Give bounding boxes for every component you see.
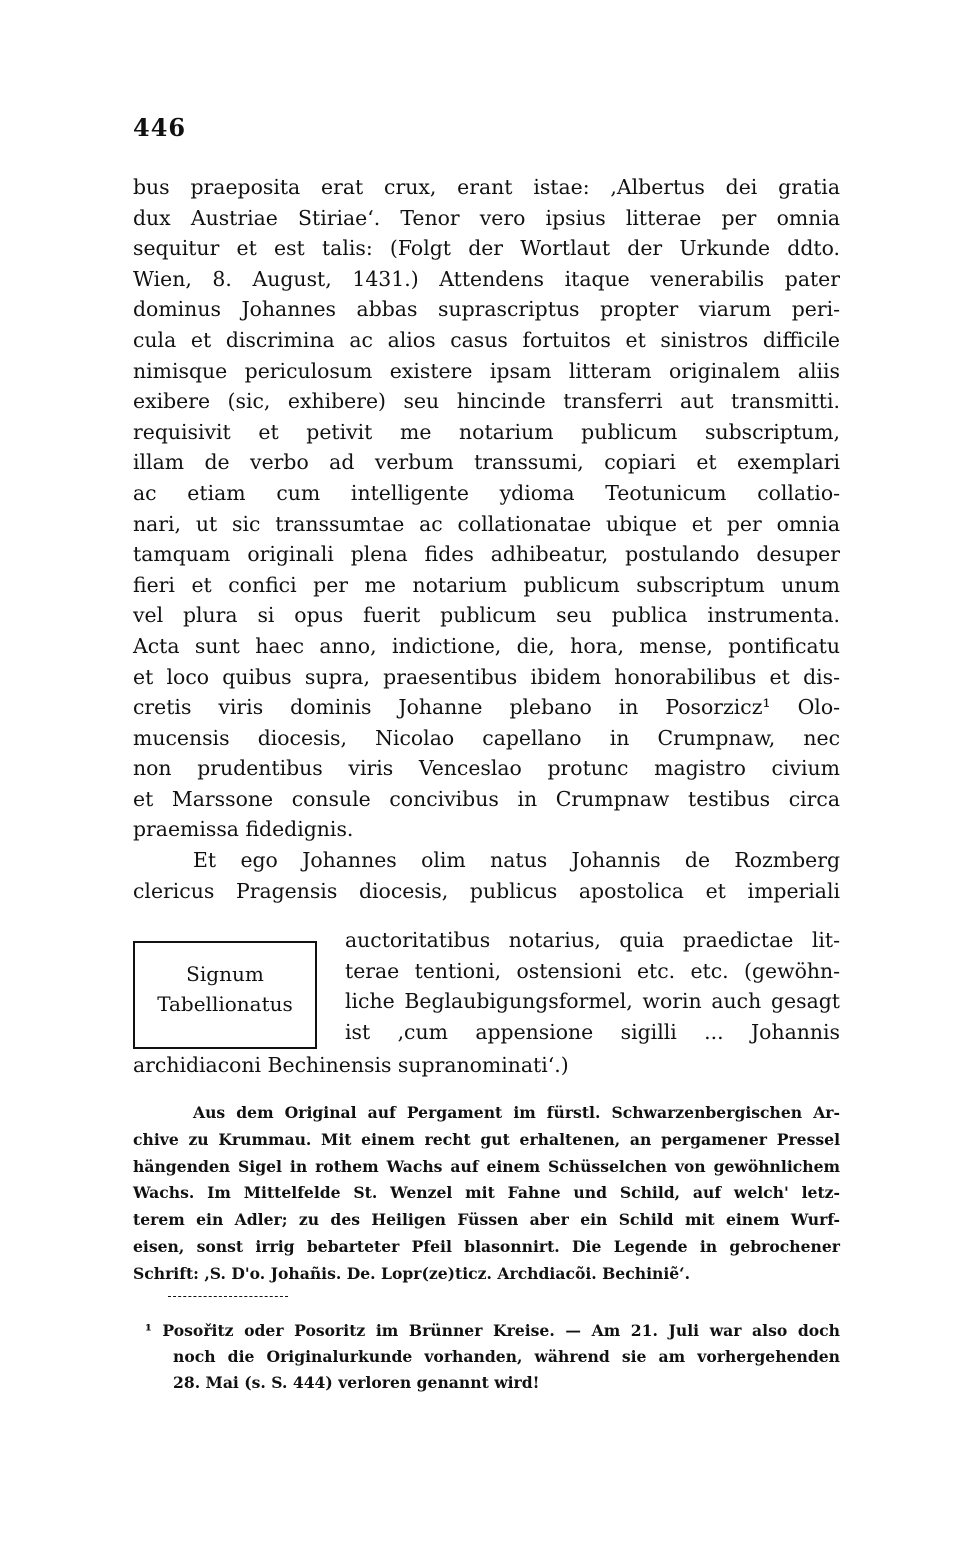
text-line: archidiaconi Bechinensis supranominati‘.) <box>133 1053 569 1077</box>
text-line: exibere (sic, exhibere) seu hincinde transferri aut transmitti. <box>133 389 840 414</box>
text-line: dux Austriae Stiriae‘. Tenor vero ipsius litterae per omnia <box>133 205 840 230</box>
note-line: Wachs. Im Mittelfelde St. Wenzel mit Fahne und Schild, auf welch' letz- <box>133 1183 840 1203</box>
text-line: et Marssone consule concivibus in Crumpnaw testibus circa <box>133 786 840 811</box>
signum-box-top-rule <box>133 941 317 943</box>
text-line: non prudentibus viris Venceslao protunc magistro civium <box>133 756 840 781</box>
signum-label: Signum <box>186 962 264 986</box>
footnote-divider <box>168 1296 288 1299</box>
signum-section <box>133 925 840 1048</box>
text-line: illam de verbo ad verbum transsumi, copiari et exemplari <box>133 450 840 475</box>
text-line: sequitur et est talis: (Folgt der Wortlaut der Urkunde ddto. <box>133 236 840 261</box>
text-line: Acta sunt haec anno, indictione, die, hora, mense, pontificatu <box>133 633 840 658</box>
footnote-line: 28. Mai (s. S. 444) verloren genannt wird! <box>173 1373 540 1392</box>
text-line: Et ego Johannes olim natus Johannis de Rozmberg <box>193 848 840 873</box>
text-line: auctoritatibus notarius, quia praedictae lit- <box>345 928 840 952</box>
note-line: hängenden Sigel in rothem Wachs auf einem Schüsselchen von gewöhnlichem <box>133 1156 840 1176</box>
note-line: eisen, sonst irrig bebarteter Pfeil blasonnirt. Die Legende in gebrochener <box>133 1236 840 1256</box>
text-line: clericus Pragensis diocesis, publicus apostolica et imperiali <box>133 878 840 903</box>
note-line: Schrift: ,S. D'o. Johañis. De. Lopr(ze)ticz. Archdiacõi. Bechiniẽ‘. <box>133 1263 691 1283</box>
text-line: terae tentioni, ostensioni etc. etc. (gewöhn- <box>345 958 840 983</box>
text-line: nari, ut sic transsumtae ac collationatae ubique et per omnia <box>133 511 840 536</box>
text-line: ist ,cum appensione sigilli ... Johannis <box>345 1019 840 1044</box>
note-line: terem ein Adler; zu des Heiligen Füssen aber ein Schild mit einem Wurf- <box>133 1210 840 1230</box>
footnote-line: noch die Originalurkunde vorhanden, während sie am vorhergehenden <box>173 1347 840 1366</box>
text-line: bus praeposita erat crux, erant istae: ,Albertus dei gratia <box>133 175 840 199</box>
footnote <box>133 1318 840 1396</box>
text-line: tamquam originali plena fides adhibeatur, postulando desuper <box>133 542 840 567</box>
text-line: praemissa fidedignis. <box>133 817 354 842</box>
source-note <box>133 1100 840 1288</box>
text-line: cula et discrimina ac alios casus fortuitos et sinistros difficile <box>133 327 840 352</box>
page-number: 446 <box>133 113 187 142</box>
text-line: Wien, 8. August, 1431.) Attendens itaque venerabilis pater <box>133 266 840 291</box>
note-line: chive zu Krummau. Mit einem recht gut erhaltenen, an pergamener Pressel <box>133 1129 840 1149</box>
tabellionatus-label: Tabellionatus <box>157 992 293 1016</box>
text-line: liche Beglaubigungsformel, worin auch gesagt <box>345 989 840 1014</box>
text-line: cretis viris dominis Johanne plebano in Posorzicz¹ Olo- <box>133 695 840 720</box>
closing-line <box>133 1050 840 1081</box>
main-text <box>133 172 840 906</box>
text-line: vel plura si opus fuerit publicum seu publica instrumenta. <box>133 603 840 628</box>
footnote-line: ¹ Posořitz oder Posoritz im Brünner Kreise. — Am 21. Juli war also doch <box>145 1321 840 1340</box>
text-line: dominus Johannes abbas suprascriptus propter viarum peri- <box>133 297 840 322</box>
note-line: Aus dem Original auf Pergament im fürstl. Schwarzenbergischen Ar- <box>193 1103 840 1122</box>
text-line: ac etiam cum intelligente ydioma Teotunicum collatio- <box>133 480 840 505</box>
text-line: fieri et confici per me notarium publicum subscriptum unum <box>133 572 840 597</box>
text-line: requisivit et petivit me notarium publicum subscriptum, <box>133 419 840 444</box>
text-line: mucensis diocesis, Nicolao capellano in Crumpnaw, nec <box>133 725 840 750</box>
signum-side-text <box>345 925 840 1047</box>
text-line: et loco quibus supra, praesentibus ibidem honorabilibus et dis- <box>133 664 840 689</box>
text-line: nimisque periculosum existere ipsam litteram originalem aliis <box>133 358 840 383</box>
signum-tabellionatus-box <box>133 943 317 1049</box>
